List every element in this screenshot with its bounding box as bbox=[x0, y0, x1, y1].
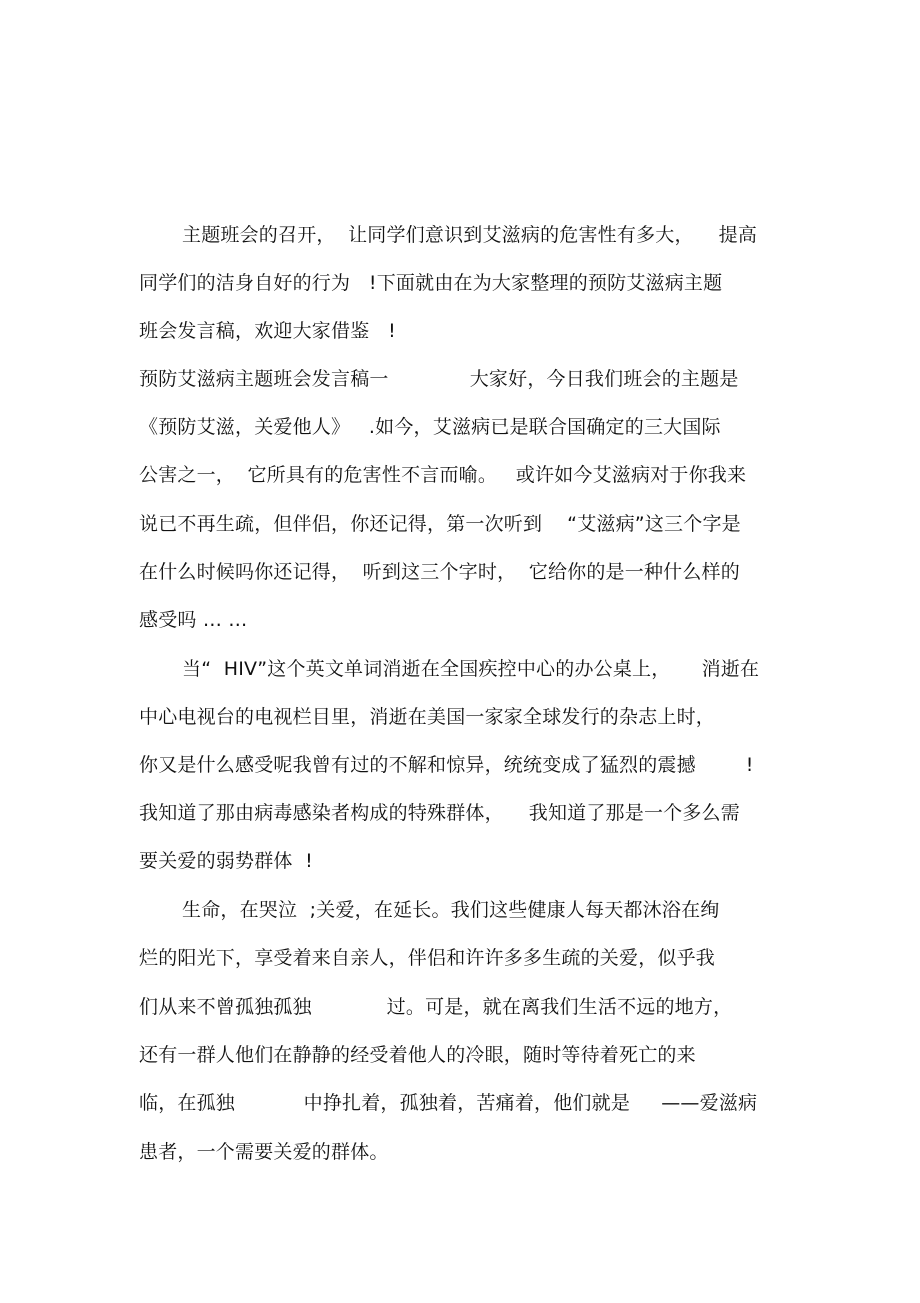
text-line: 临，在孤独 中挣扎着，孤独着，苦痛着，他们就是 ——爱滋病 bbox=[139, 1092, 758, 1114]
text-line: 烂的阳光下，享受着来自亲人，伴侣和许许多多生疏的关爱，似乎我 bbox=[139, 947, 716, 969]
text-line: 公害之一， 它所具有的危害性不言而喻。 或许如今艾滋病对于你我来 bbox=[139, 464, 747, 486]
text-line: 中心电视台的电视栏目里，消逝在美国一家家全球发行的杂志上时， bbox=[139, 706, 716, 728]
text-line: 感受吗 … … bbox=[139, 609, 248, 631]
text-line: 当“ HIV”这个英文单词消逝在全国疾控中心的办公桌上， 消逝在 bbox=[182, 658, 760, 680]
text-line: 在什么时候吗你还记得， 听到这三个字时， 它给你的是一种什么样的 bbox=[139, 561, 740, 583]
text-line: 患者，一个需要关爱的群体。 bbox=[139, 1141, 389, 1163]
text-line: 班会发言稿，欢迎大家借鉴 ! bbox=[139, 320, 396, 342]
text-line: 说已不再生疏，但伴侣，你还记得，第一次听到 “艾滋病”这三个字是 bbox=[139, 513, 741, 535]
text-line: 我知道了那由病毒感染者构成的特殊群体， 我知道了那是一个多么需 bbox=[139, 802, 740, 824]
text-line: 还有一群人他们在静静的经受着他人的冷眼，随时等待着死亡的来 bbox=[139, 1044, 696, 1066]
text-line: 们从来不曾孤独孤独 过。可是，就在离我们生活不远的地方， bbox=[139, 996, 733, 1018]
text-line: 生命，在哭泣 ;关爱，在延长。我们这些健康人每天都沐浴在绚 bbox=[182, 899, 720, 921]
text-line: 预防艾滋病主题班会发言稿一 大家好，今日我们班会的主题是 bbox=[139, 368, 739, 390]
text-line: 你又是什么感受呢我曾有过的不解和惊异，统统变成了猛烈的震撼 ! bbox=[139, 754, 754, 776]
text-line: 《预防艾滋，关爱他人》 .如今，艾滋病已是联合国确定的三大国际 bbox=[139, 416, 721, 438]
text-line: 要关爱的弱势群体 ! bbox=[139, 850, 313, 872]
text-line: 同学们的洁身自好的行为 !下面就由在为大家整理的预防艾滋病主题 bbox=[139, 272, 723, 294]
text-line: 主题班会的召开， 让同学们意识到艾滋病的危害性有多大， 提高 bbox=[182, 224, 758, 246]
